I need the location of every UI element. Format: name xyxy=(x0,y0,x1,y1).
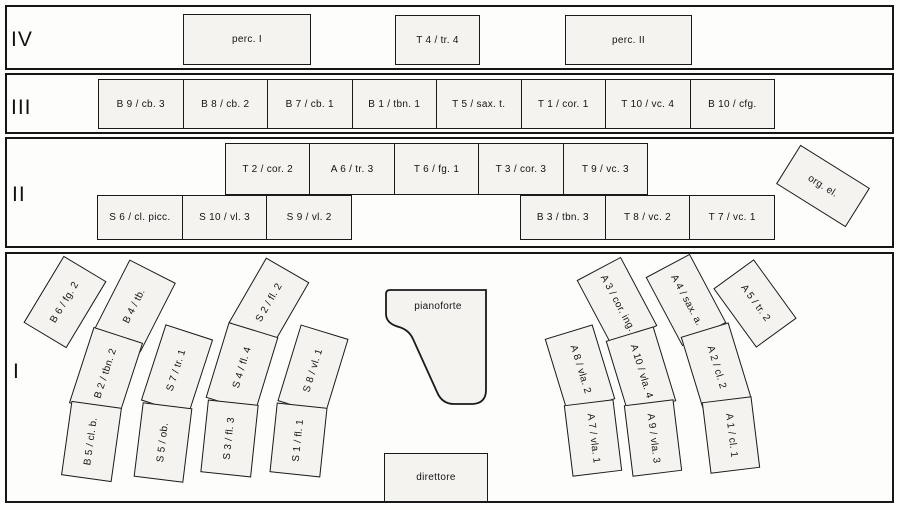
row-ii-front-left-strip xyxy=(97,195,352,240)
seat-t7-vc1: T 7 / vc. 1 xyxy=(689,196,774,239)
seat-a5-tr2: A 5 / tr. 2 xyxy=(713,259,796,347)
seat-perc-i: perc. I xyxy=(183,14,311,65)
row-ii-front-right-strip xyxy=(520,195,775,240)
seat-b8-cb2: B 8 / cb. 2 xyxy=(183,80,268,128)
conductor-box: direttore xyxy=(384,453,488,502)
seat-a8-vla2: A 8 / vla. 2 xyxy=(545,324,616,413)
seat-b2-tbn2: B 2 / tbn. 2 xyxy=(69,327,143,419)
seat-org-el: org. el. xyxy=(776,145,870,227)
seat-s8-vl1: S 8 / vl. 1 xyxy=(277,324,348,415)
row-iii-seat-strip xyxy=(98,79,775,129)
seat-a1-cl1: A 1 / cl. 1 xyxy=(702,396,760,474)
seat-b5-cl-b: B 5 / cl. b. xyxy=(61,401,122,482)
row-label-i: I xyxy=(13,360,20,383)
seat-a9-vla3: A 9 / vla. 3 xyxy=(624,399,682,477)
row-ii-back-strip xyxy=(225,143,648,195)
seat-t8-vc2: T 8 / vc. 2 xyxy=(605,196,690,239)
seat-t9-vc3: T 9 / vc. 3 xyxy=(563,144,647,194)
seat-b10-cfg: B 10 / cfg. xyxy=(690,80,775,128)
seat-s10-vl3: S 10 / vl. 3 xyxy=(182,196,267,239)
seat-t5-sax-t: T 5 / sax. t. xyxy=(436,80,521,128)
seat-s3-fl3: S 3 / fl. 3 xyxy=(200,400,258,478)
seat-s2-fl2: S 2 / fl. 2 xyxy=(229,258,310,348)
seat-t4-tr4: T 4 / tr. 4 xyxy=(395,15,480,65)
seat-a10-vla4: A 10 / vla. 4 xyxy=(606,326,677,415)
seat-t1-cor1: T 1 / cor. 1 xyxy=(521,80,606,128)
seat-t10-vc4: T 10 / vc. 4 xyxy=(605,80,690,128)
seat-s5-ob: S 5 / ob. xyxy=(134,402,193,483)
seat-a4-sax-a: A 4 / sax. a. xyxy=(646,254,727,346)
seat-s4-fl4: S 4 / fl. 4 xyxy=(206,322,279,413)
seat-b1-tbn1: B 1 / tbn. 1 xyxy=(352,80,437,128)
row-label-ii: II xyxy=(12,183,26,206)
seat-s6-cl-picc: S 6 / cl. picc. xyxy=(109,212,171,223)
seat-s9-vl2: S 9 / vl. 2 xyxy=(266,196,351,239)
seat-t6-fg1: T 6 / fg. 1 xyxy=(394,144,478,194)
seat-b7-cb1: B 7 / cb. 1 xyxy=(267,80,352,128)
seat-a3-cor-ing: A 3 / cor. ing. xyxy=(577,257,658,349)
seat-perc-ii: perc. II xyxy=(565,15,692,65)
seat-a7-vla1: A 7 / vla. 1 xyxy=(564,399,622,477)
seat-s7-tr1: S 7 / tr. 1 xyxy=(141,324,213,416)
seat-a6-tr3: A 6 / tr. 3 xyxy=(309,144,393,194)
seat-s1-fl1: S 1 / fl. 1 xyxy=(269,403,327,478)
seat-b6-fg2: B 6 / fg. 2 xyxy=(23,256,106,349)
seat-b4-tb: B 4 / tb. xyxy=(94,259,176,352)
seat-a2-cl2: A 2 / cl. 2 xyxy=(681,322,752,411)
seat-t2-cor2: T 2 / cor. 2 xyxy=(242,163,294,175)
row-label-iii: III xyxy=(11,96,32,119)
seat-t3-cor3: T 3 / cor. 3 xyxy=(478,144,562,194)
piano-label: pianoforte xyxy=(414,301,462,312)
seat-b9-cb3: B 9 / cb. 3 xyxy=(116,98,165,110)
row-label-iv: IV xyxy=(11,28,33,51)
seat-b3-tbn3: B 3 / tbn. 3 xyxy=(536,212,589,223)
